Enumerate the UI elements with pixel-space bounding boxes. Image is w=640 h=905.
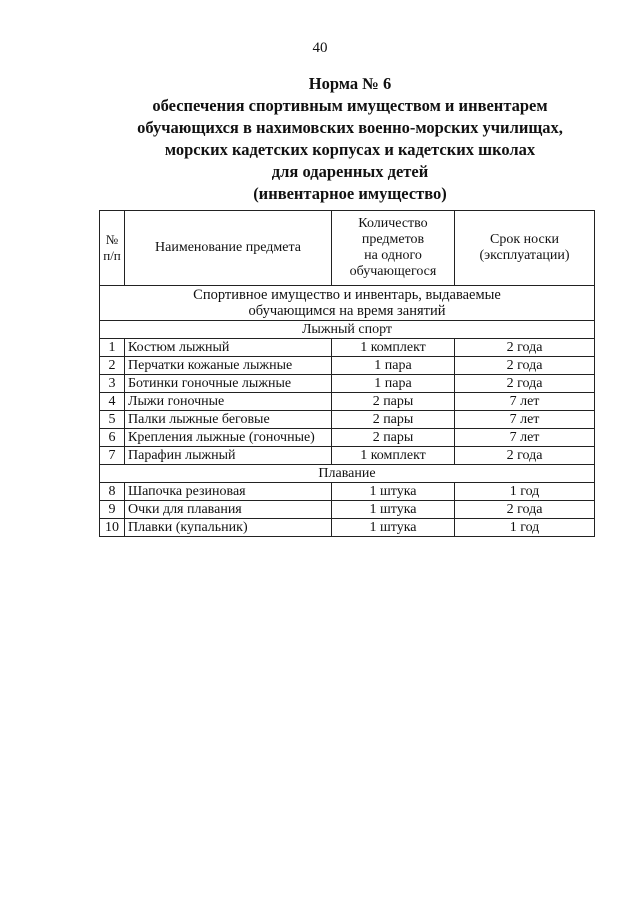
- row-item-name: Костюм лыжный: [125, 339, 332, 357]
- row-item-name: Палки лыжные беговые: [125, 411, 332, 429]
- title-line-6: (инвентарное имущество): [253, 184, 447, 203]
- title-line-3: обучающихся в нахимовских военно-морских училищах,: [137, 118, 563, 137]
- row-quantity: 1 комплект: [332, 447, 455, 465]
- table-header-row: [100, 211, 595, 286]
- row-item-name: Ботинки гоночные лыжные: [125, 375, 332, 393]
- row-term: 2 года: [455, 501, 595, 519]
- row-number: 9: [100, 501, 125, 519]
- table-row: [100, 483, 595, 501]
- table-row: [100, 393, 595, 411]
- row-item-name: Крепления лыжные (гоночные): [125, 429, 332, 447]
- table-row: [100, 429, 595, 447]
- title-line-5: для одаренных детей: [271, 162, 429, 181]
- row-term: 2 года: [455, 375, 595, 393]
- row-quantity: 2 пары: [332, 393, 455, 411]
- row-quantity: 1 комплект: [332, 339, 455, 357]
- subsection-row: [100, 465, 595, 483]
- subsection-skiing: Лыжный спорт: [100, 321, 595, 339]
- title-line-4: морских кадетских корпусах и кадетских школах: [164, 140, 536, 159]
- row-item-name: Перчатки кожаные лыжные: [125, 357, 332, 375]
- table-row: [100, 501, 595, 519]
- row-quantity: 1 штука: [332, 483, 455, 501]
- row-item-name: Парафин лыжный: [125, 447, 332, 465]
- row-term: 7 лет: [455, 429, 595, 447]
- row-term: 7 лет: [455, 411, 595, 429]
- table-row: [100, 447, 595, 465]
- row-quantity: 1 штука: [332, 501, 455, 519]
- row-term: 2 года: [455, 357, 595, 375]
- table-row: [100, 339, 595, 357]
- table-row: [100, 375, 595, 393]
- row-quantity: 2 пары: [332, 429, 455, 447]
- row-item-name: Лыжи гоночные: [125, 393, 332, 411]
- row-term: 1 год: [455, 483, 595, 501]
- header-quantity: Количество предметов на одного обучающегося: [332, 211, 455, 286]
- row-item-name: Плавки (купальник): [125, 519, 332, 537]
- section-heading: Спортивное имущество и инвентарь, выдаваемые обучающимся на время занятий: [100, 286, 595, 321]
- row-term: 7 лет: [455, 393, 595, 411]
- row-number: 10: [100, 519, 125, 537]
- row-quantity: 1 пара: [332, 357, 455, 375]
- row-term: 1 год: [455, 519, 595, 537]
- row-item-name: Очки для плавания: [125, 501, 332, 519]
- table-row: [100, 519, 595, 537]
- row-quantity: 2 пары: [332, 411, 455, 429]
- row-quantity: 1 пара: [332, 375, 455, 393]
- row-quantity: 1 штука: [332, 519, 455, 537]
- row-number: 8: [100, 483, 125, 501]
- row-number: 6: [100, 429, 125, 447]
- section-row: [100, 286, 595, 321]
- title-line-2: обеспечения спортивным имуществом и инвентарем: [152, 96, 548, 115]
- header-item-name: Наименование предмета: [125, 211, 332, 286]
- row-number: 1: [100, 339, 125, 357]
- row-term: 2 года: [455, 339, 595, 357]
- row-term: 2 года: [455, 447, 595, 465]
- header-number: № п/п: [100, 211, 125, 286]
- header-term: Срок носки (эксплуатации): [455, 211, 595, 286]
- document-title: [60, 73, 640, 205]
- row-item-name: Шапочка резиновая: [125, 483, 332, 501]
- subsection-swimming: Плавание: [100, 465, 595, 483]
- row-number: 5: [100, 411, 125, 429]
- row-number: 3: [100, 375, 125, 393]
- title-line-1: Норма № 6: [308, 74, 392, 93]
- norm-table: [99, 210, 595, 537]
- subsection-row: [100, 321, 595, 339]
- table-row: [100, 411, 595, 429]
- row-number: 7: [100, 447, 125, 465]
- table-row: [100, 357, 595, 375]
- row-number: 4: [100, 393, 125, 411]
- page-number: 40: [312, 40, 328, 56]
- row-number: 2: [100, 357, 125, 375]
